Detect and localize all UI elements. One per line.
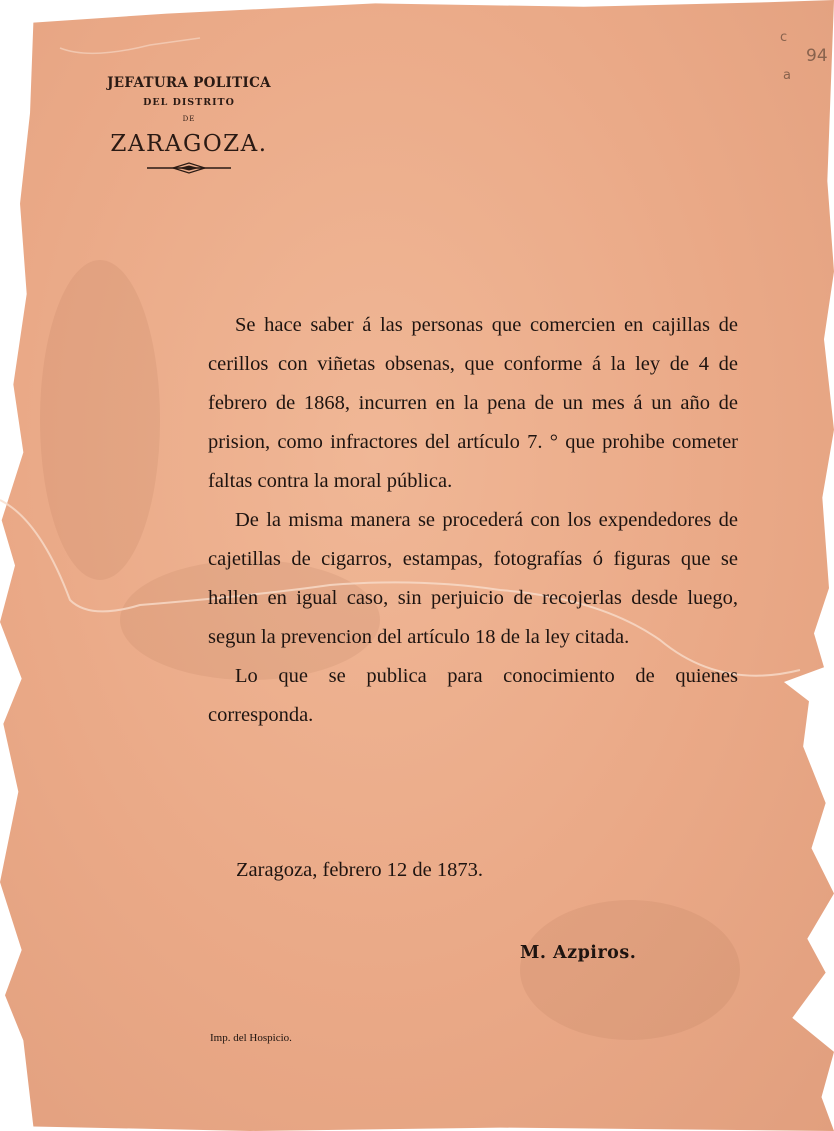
archive-mark: a — [783, 68, 791, 83]
signature: M. Azpiros. — [520, 943, 637, 963]
ornament-icon — [147, 162, 231, 174]
paragraph-2: De la misma manera se procederá con los expendedores de cajetillas de cigarros, estampas, fotografías ó figuras que se hallen en igual caso, sin perjuicio de recojerlas desde luego, segun la prevencion del artículo 18 de la ley citada. — [208, 509, 738, 648]
letterhead-subtitle: DEL DISTRITO — [143, 97, 235, 108]
notice-body — [208, 306, 738, 735]
letterhead-place: ZARAGOZA. — [110, 131, 268, 157]
paragraph-1: Se hace saber á las personas que comercien en cajillas de cerillos con viñetas obsenas, que conforme á la ley de 4 de febrero de 1868, incurren en la pena de un mes á un año de prision, como infractores del artículo 7. ° que prohibe cometer faltas contra la moral pública. — [208, 314, 738, 492]
letterhead-title: JEFATURA POLITICA — [107, 75, 271, 91]
archive-mark: c — [780, 30, 788, 45]
archive-number: 94 — [806, 46, 828, 66]
printer-imprint: Imp. del Hospicio. — [210, 1032, 292, 1044]
date-line: Zaragoza, febrero 12 de 1873. — [236, 859, 484, 881]
paragraph-3: Lo que se publica para conocimiento de quienes corresponda. — [208, 665, 738, 726]
letterhead — [85, 72, 293, 174]
letterhead-preposition: DE — [182, 115, 196, 123]
